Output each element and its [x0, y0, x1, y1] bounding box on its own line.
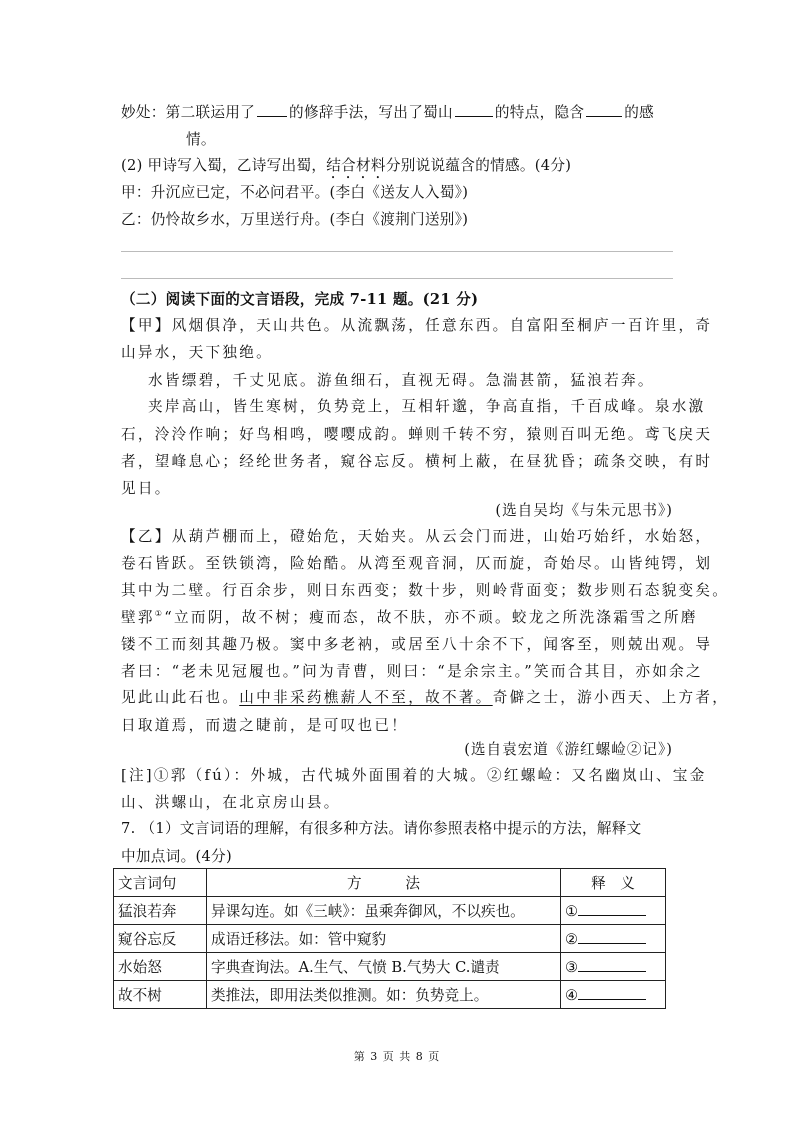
text: 风烟俱净，天山共色。从流飘荡，任意东西。自富阳至桐庐一百许里，奇 [171, 317, 713, 334]
source-yi: (选自袁宏道《游红螺崄②记》) [464, 741, 673, 758]
jia-line [121, 314, 712, 335]
table-header: 释 义 [561, 869, 666, 897]
vocab-table [113, 868, 666, 1009]
yi-line [121, 606, 698, 627]
answer-blank[interactable] [578, 957, 646, 972]
jia-line: 夹岸高山，皆生寒树，负势竞上，互相轩邈，争高直指，千百成峰。泉水激 [148, 398, 706, 415]
text: 壁郛 [121, 609, 155, 626]
method-cell: 异课勾连。如《三峡》：虽乘奔御风，不以疾也。 [207, 897, 561, 925]
text: 奇僻之士，游小西天、上方者， [492, 689, 730, 706]
answer-blank[interactable] [578, 985, 646, 1000]
q-line-1 [121, 101, 654, 122]
yi-line: 其中为二壁。行百余步，则日东西变；数十步，则岭背面变；数步则石态貌变矣。 [121, 582, 730, 599]
method-cell: 成语迁移法。如：管中窥豹 [207, 925, 561, 953]
answer-blank[interactable] [586, 102, 622, 117]
note-mark: ① [154, 609, 165, 619]
poem-jia: 甲：升沉应已定，不必问君平。(李白《送友人入蜀》) [121, 184, 469, 201]
answer-blank[interactable] [578, 929, 646, 944]
underlined-sentence: 山中非采药樵薪人不至，故不著。 [239, 689, 493, 706]
table-header: 文言词句 [114, 869, 207, 897]
table-row [114, 981, 666, 1009]
yi-line [121, 686, 729, 707]
divider [121, 278, 673, 279]
jia-line: 见日。 [121, 480, 172, 497]
note-line: [注]①郛（fú）：外城，古代城外面围着的大城。②红螺崄：又名幽岚山、宝金 [121, 767, 707, 784]
poem-yi: 乙：仍怜故乡水，万里送行舟。(李白《渡荆门送别》) [121, 211, 469, 228]
answer-cell[interactable] [561, 953, 666, 981]
divider [121, 251, 673, 252]
q-line-2: 情。 [186, 131, 216, 148]
text: 妙处：第二联运用了 [121, 104, 256, 121]
answer-cell[interactable] [561, 981, 666, 1009]
phrase-cell: 水始怒 [114, 953, 207, 981]
table-header-row [114, 869, 666, 897]
answer-blank[interactable] [455, 102, 493, 117]
phrase-cell: 猛浪若奔 [114, 897, 207, 925]
jia-line: 者，望峰息心；经纶世务者，窥谷忘反。横柯上蔽，在昼犹昏；疏条交映，有时 [121, 453, 713, 470]
text: 见此山此石也。 [121, 689, 240, 706]
table-row [114, 953, 666, 981]
phrase-cell: 故不树 [114, 981, 207, 1009]
table-row [114, 925, 666, 953]
text: “立而阴，故不树；瘦而态，故不肤，亦不顽。蛟龙之所洗涤霜雪之所磨 [164, 609, 698, 626]
table-row [114, 897, 666, 925]
emphasized-text: 结合材料 [326, 157, 386, 174]
method-cell: 字典查询法。A.生气、气愤 B.气势大 C.谴责 [207, 953, 561, 981]
text: 的修辞手法，写出了蜀山 [289, 104, 453, 121]
text: (2) 甲诗写入蜀，乙诗写出蜀， [121, 157, 327, 174]
text: 的感 [624, 104, 655, 121]
table-header: 方 法 [207, 869, 561, 897]
yi-line: 卷石皆跃。至铁锁湾，险始酷。从湾至观音洞，仄而旋，奇始尽。山皆纯锷，划 [121, 555, 713, 572]
answer-cell[interactable] [561, 897, 666, 925]
answer-number: ④ [565, 987, 579, 1004]
text: 的特点，隐含 [494, 104, 585, 121]
jia-line: 山异水，天下独绝。 [121, 344, 274, 361]
answer-number: ③ [565, 959, 579, 976]
jia-line: 水皆缥碧，千丈见底。游鱼细石，直视无碍。急湍甚箭，猛浪若奔。 [148, 372, 655, 389]
answer-number: ① [565, 903, 579, 920]
answer-blank[interactable] [257, 102, 287, 117]
q7-line: 7. （1）文言词语的理解，有很多种方法。请你参照表格中提示的方法，解释文 [121, 820, 642, 837]
label: 【乙】 [121, 528, 172, 545]
text: 分别说说蕴含的情感。(4分) [385, 157, 572, 174]
answer-cell[interactable] [561, 925, 666, 953]
yi-line: 镂不工而刻其趣乃极。窦中多老衲，或居至八十余不下，闻客至，则兢出观。导 [121, 636, 713, 653]
phrase-cell: 窥谷忘反 [114, 925, 207, 953]
section-title: （二）阅读下面的文言语段，完成 7-11 题。(21 分) [121, 291, 479, 308]
page-footer: 第 3 页 共 8 页 [353, 1050, 441, 1063]
answer-blank[interactable] [578, 901, 646, 916]
jia-line: 石，泠泠作响；好鸟相鸣，嘤嘤成韵。蝉则千转不穷，猿则百叫无绝。鸢飞戾天 [121, 426, 713, 443]
method-cell: 类推法，即用法类似推测。如：负势竞上。 [207, 981, 561, 1009]
yi-line [121, 525, 712, 546]
q2-line [121, 154, 571, 182]
answer-number: ② [565, 931, 579, 948]
yi-line: 者曰：“老未见冠履也。”问为青曹，则曰：“是余宗主。”笑而合其目，亦如余之 [121, 663, 703, 680]
yi-line: 日取道焉，而遗之睫前，是可叹也已！ [121, 717, 409, 734]
note-line: 山、洪螺山，在北京房山县。 [121, 794, 341, 811]
text: 从葫芦棚而上，磴始危，天始夹。从云会门而进，山始巧始纤，水始怒， [171, 528, 713, 545]
source-jia: (选自吴均《与朱元思书》) [495, 502, 673, 519]
label: 【甲】 [121, 317, 172, 334]
q7-line: 中加点词。(4分) [121, 848, 232, 865]
